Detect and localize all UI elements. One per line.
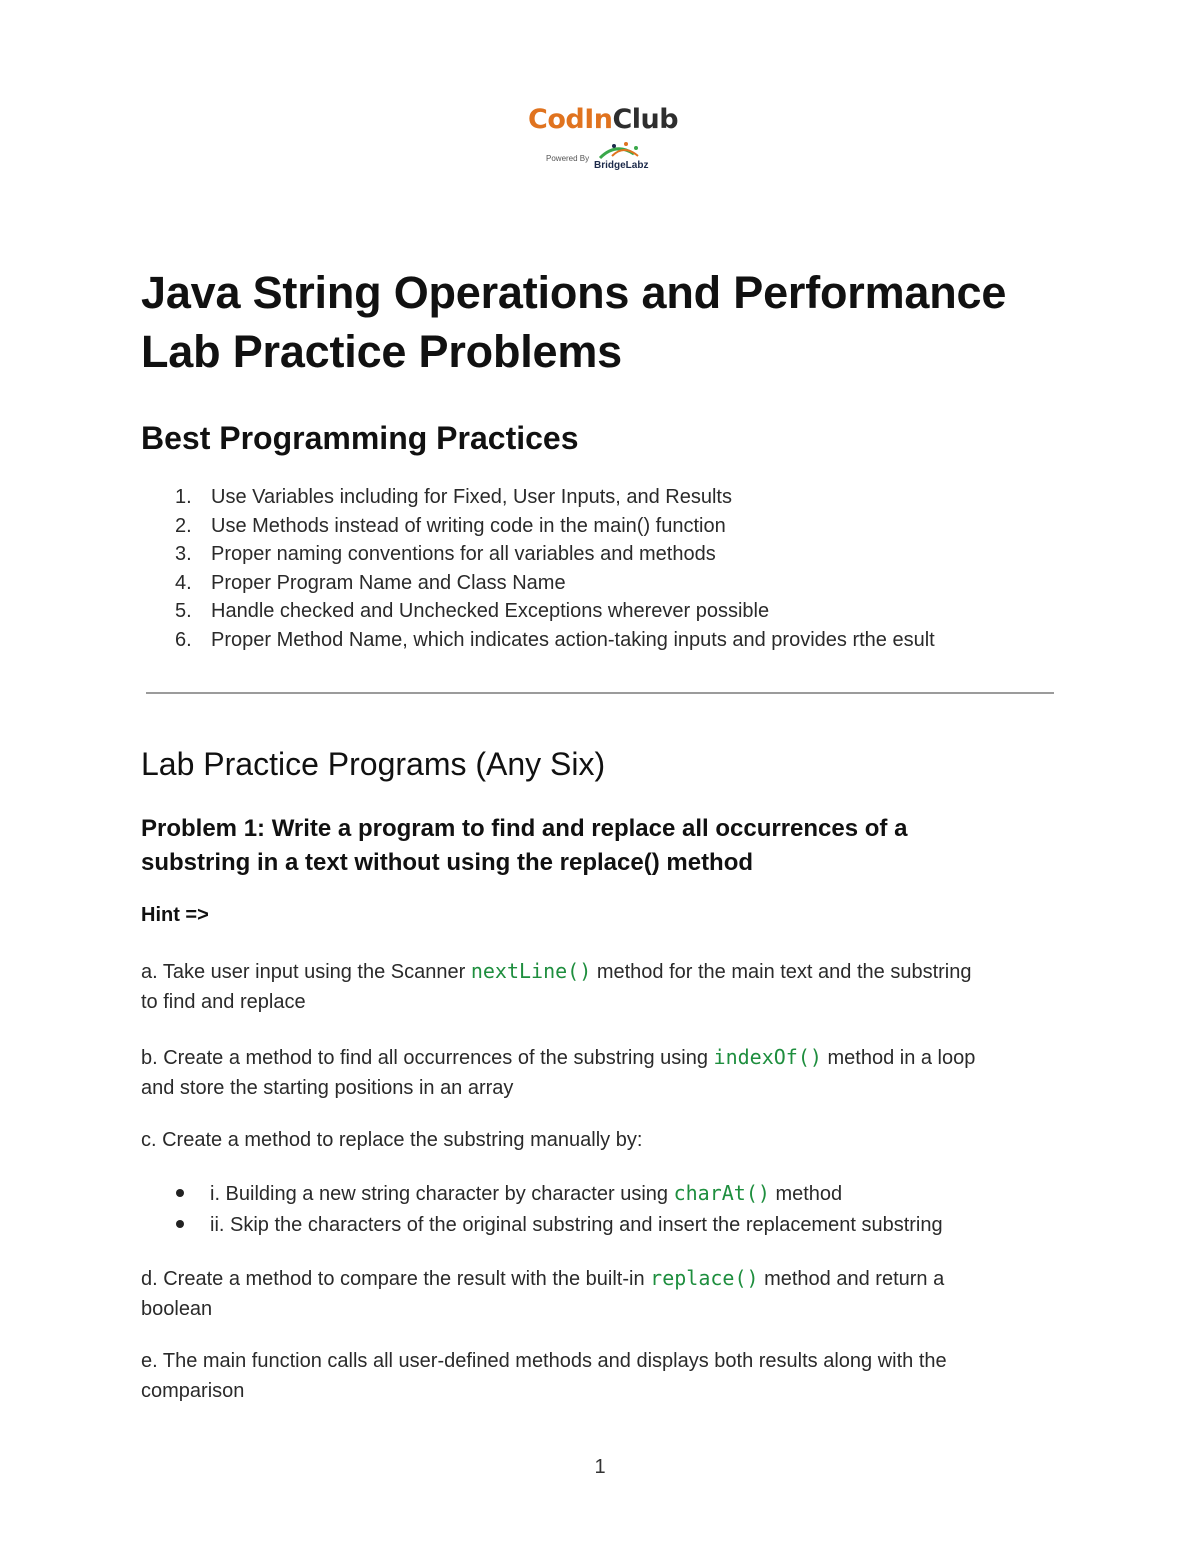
list-item: 6. Proper Method Name, which indicates action-taking inputs and provides rthe esult — [175, 628, 935, 651]
horizontal-divider — [146, 692, 1054, 694]
document-title — [141, 263, 1006, 381]
best-practices-list — [175, 483, 935, 655]
problem-1-title: Problem 1: Write a program to find and replace all occurrences of a substring in a text without using the replace() method — [141, 815, 908, 876]
hint-c: c. Create a method to replace the substring manually by: — [141, 1129, 643, 1151]
title-line-1: Java String Operations and Performance — [141, 267, 1007, 318]
logo-wordmark — [528, 104, 678, 135]
code-indexof: indexOf() — [713, 1045, 822, 1069]
best-practices-heading: Best Programming Practices — [141, 420, 579, 456]
codinclub-logo — [528, 104, 678, 174]
list-item: 3. Proper naming conventions for all variables and methods — [175, 543, 716, 566]
page-number: 1 — [594, 1456, 606, 1478]
list-item: 5. Handle checked and Unchecked Exceptions wherever possible — [175, 600, 770, 623]
code-replace: replace() — [650, 1266, 759, 1290]
logo-brand: BridgeLabz — [594, 160, 649, 171]
title-line-2: Lab Practice Problems — [141, 326, 623, 377]
hint-b: b. Create a method to find all occurrences of the substring using indexOf() method in a loop and store the starting positions in an array — [141, 1045, 976, 1099]
hint-e: e. The main function calls all user-defined methods and displays both results along with the comparison — [141, 1350, 947, 1402]
list-item: 4. Proper Program Name and Class Name — [175, 571, 566, 594]
lab-programs-heading: Lab Practice Programs (Any Six) — [141, 746, 606, 782]
hint-d: d. Create a method to compare the result with the built-in replace() method and return a boolean — [141, 1266, 945, 1320]
hint-c-bullets — [176, 1178, 943, 1241]
bridge-arc-icon — [594, 140, 654, 160]
logo-word-part1: CodIn — [528, 104, 613, 135]
code-charat: charAt() — [673, 1181, 770, 1205]
bullet-icon — [176, 1189, 184, 1197]
hint-a: a. Take user input using the Scanner nextLine() method for the main text and the substring to find and replace — [141, 959, 972, 1013]
list-item: 1. Use Variables including for Fixed, User Inputs, and Results — [175, 486, 732, 508]
logo-word-part2: Club — [612, 104, 679, 135]
list-item: ii. Skip the characters of the original substring and insert the replacement substring — [176, 1210, 943, 1241]
logo-powered-by: Powered By — [546, 154, 590, 163]
bullet-icon — [176, 1220, 184, 1228]
list-item: i. Building a new string character by character using charAt() method — [176, 1178, 943, 1210]
hint-label: Hint => — [141, 904, 209, 926]
code-nextline: nextLine() — [470, 959, 592, 983]
list-item: 2. Use Methods instead of writing code in the main() function — [175, 514, 726, 537]
